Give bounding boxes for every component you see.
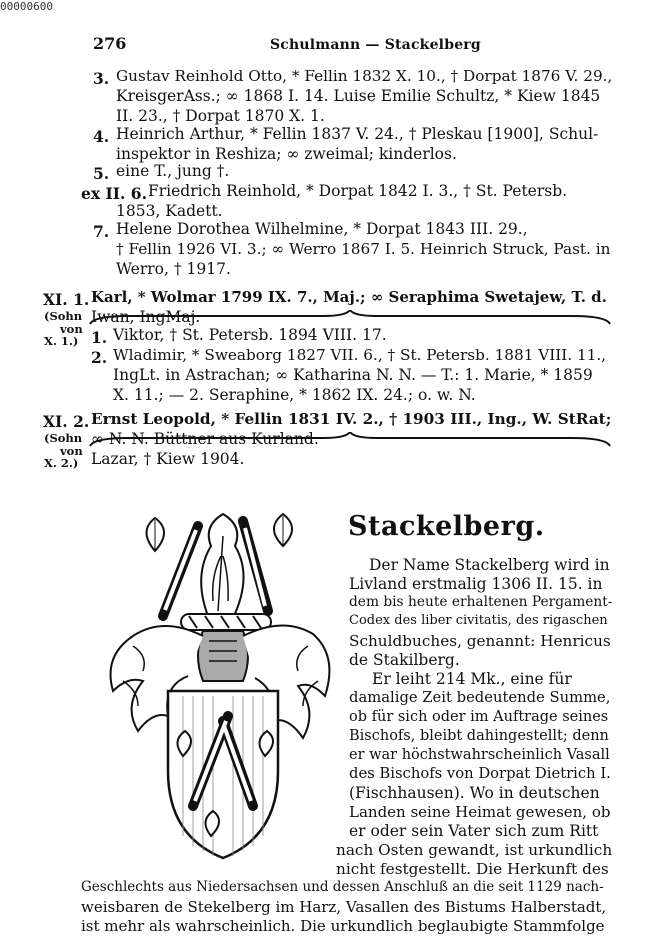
body-line: er oder sein Vater sich zum Ritt [349, 822, 599, 840]
page-number: 276 [93, 34, 127, 53]
body-line: Codex des liber civitatis, des rigaschen [349, 613, 608, 628]
generation-label: XI. 1. [43, 290, 90, 309]
brace-rule [88, 432, 613, 448]
section-heading: Stackelberg. [348, 511, 545, 542]
entry-line: eine T., jung †. [116, 162, 230, 180]
child-line: X. 11.; — 2. Seraphine, * 1862 IX. 24.; o. w. N. [113, 386, 476, 404]
body-line: nicht festgestellt. Die Herkunft des [336, 860, 609, 878]
brace-rule [88, 310, 613, 326]
body-line: Bischofs, bleibt dahingestellt; denn [349, 728, 609, 744]
child-number: 2. [91, 348, 108, 367]
entry-line: II. 23., † Dorpat 1870 X. 1. [116, 107, 325, 125]
body-line: weisbaren de Stekelberg im Harz, Vasallen des Bistums Halberstadt, [81, 898, 607, 916]
body-line: damalige Zeit bedeutende Summe, [349, 689, 611, 706]
body-line: Geschlechts aus Niedersachsen und dessen Anschluß an die seit 1129 nach- [81, 879, 604, 895]
entry-line: inspektor in Reshiza; ∞ zweimal; kinderlos. [116, 145, 457, 163]
parent-note: (Sohn [44, 309, 83, 323]
entry-number: 7. [93, 222, 110, 241]
body-line: ist mehr als wahrscheinlich. Die urkundlich beglaubigte Stammfolge [81, 917, 605, 935]
body-line: de Stakilberg. [349, 651, 460, 669]
body-line: er war höchstwahrscheinlich Vasall [349, 747, 610, 763]
child-line: Lazar, † Kiew 1904. [91, 450, 245, 468]
body-line: Der Name Stackelberg wird in [369, 556, 610, 574]
body-line: des Bischofs von Dorpat Dietrich I. [349, 765, 611, 782]
child-line: Viktor, † St. Petersb. 1894 VIII. 17. [113, 326, 387, 344]
child-line: Wladimir, * Sweaborg 1827 VII. 6., † St. Petersb. 1881 VIII. 11., [113, 346, 607, 364]
body-line: Schuldbuches, genannt: Henricus [349, 632, 611, 650]
entry-number: 4. [93, 127, 110, 146]
entry-number: ex II. 6. [81, 184, 147, 203]
parent-note: (Sohn [44, 431, 83, 445]
body-line: Livland erstmalig 1306 II. 15. in [349, 575, 603, 593]
entry-line: Werro, † 1917. [116, 260, 231, 278]
entry-line: Gustav Reinhold Otto, * Fellin 1832 X. 10., † Dorpat 1876 V. 29., [116, 67, 613, 85]
child-number: 1. [91, 328, 108, 347]
person-line: ∞ N. N. Büttner aus Kurland. [91, 430, 319, 448]
parent-note: X. 1.) [44, 334, 79, 348]
parent-note: X. 2.) [44, 456, 79, 470]
entry-line: Helene Dorothea Wilhelmine, * Dorpat 1843 III. 29., [116, 220, 528, 238]
body-line: nach Osten gewandt, ist urkundlich [336, 841, 613, 859]
person-line: Ernst Leopold, * Fellin 1831 IV. 2., † 1903 III., Ing., W. StRat; [91, 410, 612, 428]
scan-id: 00000600 [0, 0, 53, 13]
body-line: dem bis heute erhaltenen Pergament- [349, 594, 613, 610]
entry-line: Heinrich Arthur, * Fellin 1837 V. 24., † Pleskau [1900], Schul- [116, 125, 599, 143]
entry-line: KreisgerAss.; ∞ 1868 I. 14. Luise Emilie Schultz, * Kiew 1845 [116, 87, 601, 105]
entry-number: 5. [93, 164, 110, 183]
entry-line: 1853, Kadett. [116, 202, 223, 220]
body-line: ob für sich oder im Auftrage seines [349, 709, 609, 725]
coat-of-arms-image [93, 506, 343, 866]
entry-line: † Fellin 1926 VI. 3.; ∞ Werro 1867 I. 5. Heinrich Struck, Past. in [116, 240, 611, 258]
entry-number: 3. [93, 69, 110, 88]
generation-label: XI. 2. [43, 412, 90, 431]
parent-note: von [60, 322, 83, 336]
parent-note: von [60, 444, 83, 458]
body-line: Landen seine Heimat gewesen, ob [349, 803, 611, 821]
person-line: Iwan, IngMaj. [91, 308, 201, 326]
running-title: Schulmann — Stackelberg [270, 37, 481, 53]
entry-line: Friedrich Reinhold, * Dorpat 1842 I. 3., † St. Petersb. [148, 182, 568, 200]
body-line: Er leiht 214 Mk., eine für [372, 670, 572, 688]
body-line: (Fischhausen). Wo in deutschen [349, 784, 600, 802]
child-line: IngLt. in Astrachan; ∞ Katharina N. N. — T.: 1. Marie, * 1859 [113, 366, 593, 384]
person-line: Karl, * Wolmar 1799 IX. 7., Maj.; ∞ Seraphima Swetajew, T. d. [91, 288, 607, 306]
